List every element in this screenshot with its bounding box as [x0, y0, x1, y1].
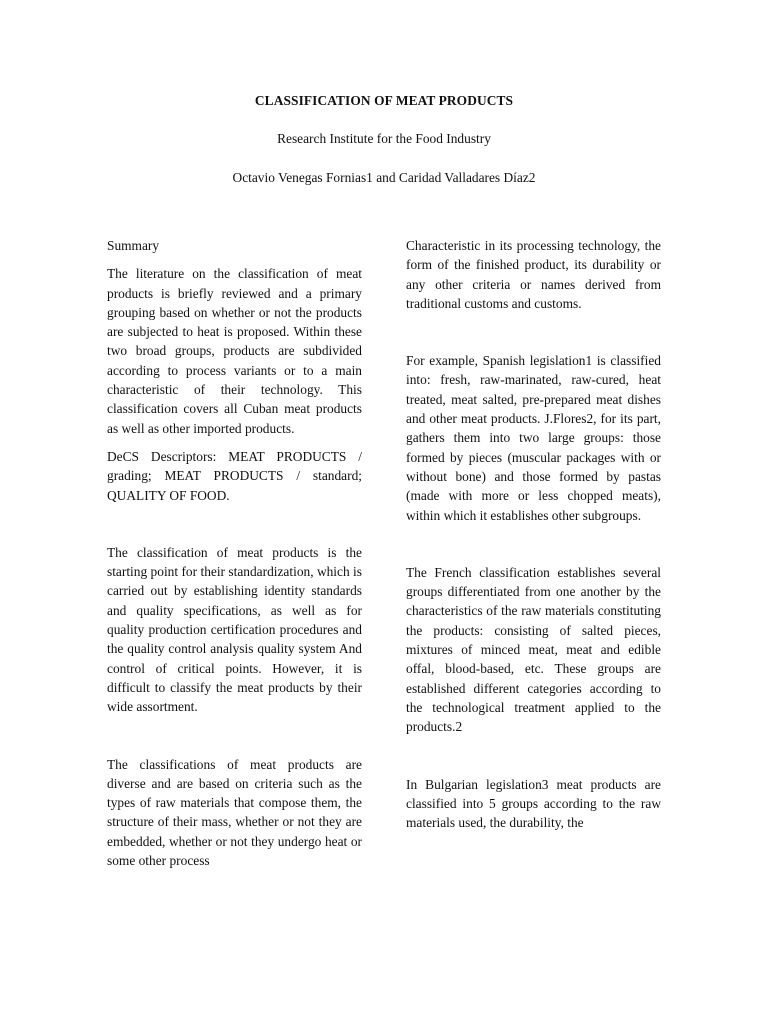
decs-descriptors: DeCS Descriptors: MEAT PRODUCTS / grading; MEAT PRODUCTS / standard; QUALITY OF FOOD.	[107, 448, 362, 503]
body-paragraph: In Bulgarian legislation3 meat products are classified into 5 groups according to the raw materials used, the durability, the	[406, 776, 661, 831]
summary-paragraph: The literature on the classification of meat products is briefly reviewed and a primary grouping based on whether or not the products are subjected to heat is proposed. Within these two broad groups, products are subdivided according to process variants or to a main characteristic of their technology. This classification covers all Cuban meat products as well as other imported products.	[107, 266, 362, 436]
right-column	[406, 236, 661, 832]
body-paragraph: The classification of meat products is the starting point for their standardization, which is carried out by establishing identity standards and quality specifications, as well as for quality production certification procedures and the quality control analysis quality system And control of critical points. However, it is difficult to classify the meat products by their wide assortment.	[107, 544, 362, 715]
left-column	[107, 236, 362, 870]
body-paragraph: The classifications of meat products are diverse and are based on criteria such as the types of raw materials that compose them, the structure of their mass, whether or not they are embedded, whether or not they undergo heat or some other process	[107, 756, 362, 869]
authors-line: Octavio Venegas Fornias1 and Caridad Valladares Díaz2	[232, 170, 536, 185]
summary-heading: Summary	[107, 238, 160, 253]
body-paragraph: The French classification establishes several groups differentiated from one another by the characteristics of the raw materials constituting the products: consisting of salted pieces, mixtures of minced meat, meat and edible offal, blood-based, etc. These groups are established different categories according to the technological treatment applied to the products.2	[406, 564, 661, 735]
body-paragraph: For example, Spanish legislation1 is classified into: fresh, raw-marinated, raw-cured, heat treated, meat salted, pre-prepared meat dishes and other meat products. J.Flores2, for its part, gathers them into two large groups: those formed by pieces (muscular packages with or without bone) and those formed by pastas (made with more or less chopped meats), within which it establishes other subgroups.	[406, 353, 661, 523]
institute-name: Research Institute for the Food Industry	[277, 131, 491, 146]
body-paragraph: Characteristic in its processing technology, the form of the finished product, its durability or any other criteria or names derived from traditional customs and customs.	[406, 238, 661, 311]
paper-title: CLASSIFICATION OF MEAT PRODUCTS	[254, 93, 514, 108]
